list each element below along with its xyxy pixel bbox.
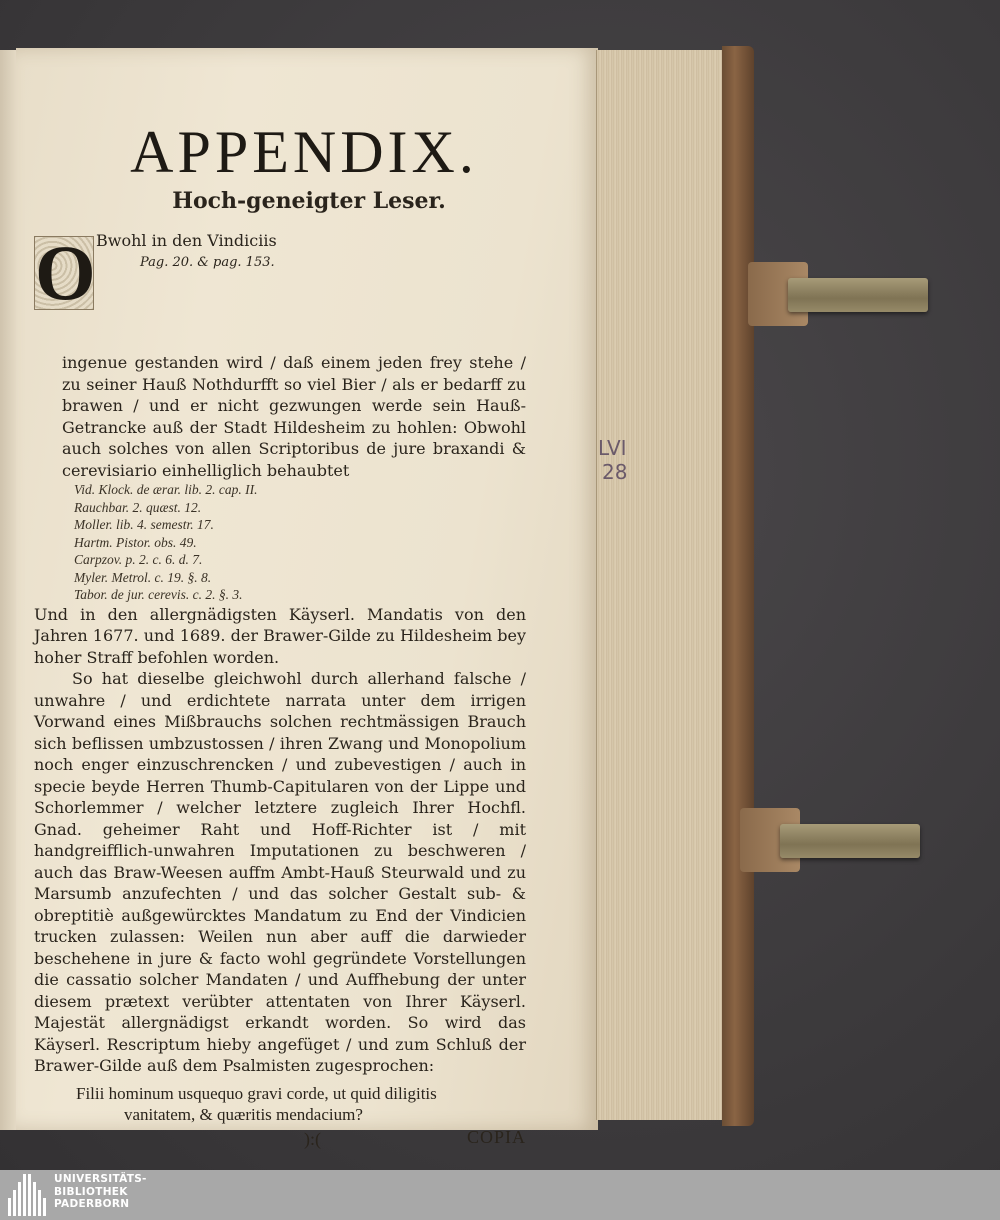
library-footer-bar xyxy=(0,1170,1000,1220)
page-subtitle: Hoch-geneigter Leser. xyxy=(172,188,446,214)
page-title: APPENDIX. xyxy=(130,119,478,185)
reference-item: Rauchbar. 2. quæst. 12. xyxy=(74,499,202,515)
paragraph-2: Und in den allergnädigsten Käyserl. Mandatis von den Jahren 1677. und 1689. der Brawer-Gilde zu Hildesheim bey hoher Straff befohlen worden. xyxy=(34,604,526,667)
lower-clasp xyxy=(740,808,920,872)
reference-item: Moller. lib. 4. semestr. 17. xyxy=(74,517,214,532)
book-cover-spine xyxy=(722,46,754,1126)
psalm-line-1: Filii hominum usquequo gravi corde, ut quid diligitis xyxy=(76,1083,437,1103)
reference-item: Myler. Metrol. c. 19. §. 8. xyxy=(74,569,212,585)
clasp-metal xyxy=(780,824,920,858)
reference-list xyxy=(74,481,526,604)
page-footer-line xyxy=(34,1125,526,1153)
reference-item: Vid. Klock. de ærar. lib. 2. cap. II. xyxy=(74,482,258,497)
upper-clasp xyxy=(748,262,928,326)
library-name xyxy=(54,1173,147,1211)
reference-item: Tabor. de jur. cerevis. c. 2. §. 3. xyxy=(74,587,243,602)
paragraph-3: So hat dieselbe gleichwohl durch allerhand falsche / unwahre / und erdichtete narrata unter dem irrigen Vorwand eines Mißbrauchs solchen rechtmässigen Brauch sich beflissen umbzustossen / ihren Zwang und Monopolium noch enger einzuschrencken / und zubevestigen / auch in specie beyde Herren Thumb-Capitularen von der Lippe und Schorlemmer / welcher letztere zugleich Ihrer Hochfl. Gnad. geheimer Raht und Hoff-Richter ist / mit handgreifflich-unwahren Imputationen zu beschweren / auch das Braw-Weesen auffm Ambt-Hauß Steurwald und zu Marsumb anzufechten / und das solcher Gestalt sub- & obreptitiè außgewürcktes Mandatum zu End der Vindicien trucken zulassen: Weilen nun aber auff die darwieder beschehene in jure & facto wohl gegründete Vorstellungen die cassatio solcher Mandaten / und Auffhebung der unter diesem prætext verübter attentaten von Ihrer Käyserl. Majestät allergnädigst erkandt worden. So wird das Käyserl. Rescriptum hieby angefüget / und zum Schluß der Brawer-Gilde auß dem Psalmisten zugesprochen: xyxy=(34,669,526,1075)
clasp-metal xyxy=(788,278,928,312)
library-name-line-1: UNIVERSITÄTS- xyxy=(54,1173,147,1185)
intro-reference: Pag. 20. & pag. 153. xyxy=(140,254,275,270)
reference-item: Carpzov. p. 2. c. 6. d. 7. xyxy=(74,552,203,567)
catchword: COPIA xyxy=(466,1126,526,1147)
library-logo-icon xyxy=(4,1172,50,1218)
shelfmark-line-1: LVI xyxy=(598,436,627,460)
page-block-edge xyxy=(596,50,725,1120)
psalm-quote xyxy=(76,1083,526,1125)
main-text xyxy=(34,352,526,1153)
reference-item: Hartm. Pistor. obs. 49. xyxy=(74,534,197,550)
page-text xyxy=(34,119,534,1149)
intro-text: Bwohl in den Vindiciis xyxy=(96,231,277,250)
intro-line xyxy=(96,230,526,273)
paragraph-1: ingenue gestanden wird / daß einem jeden frey stehe / zu seiner Hauß Nothdurfft so viel Bier / als er bedarff zu brawen / und er nicht gezwungen werde sein Hauß-Getrancke auß der Stadt Hildesheim zu hohlen: Obwohl auch solches von allen Scriptoribus de jure braxandi & cerevisiario einhelliglich behaubtet xyxy=(62,353,526,480)
psalm-line-2: vanitatem, & quæritis mendacium? xyxy=(124,1104,363,1124)
shelfmark-annotation xyxy=(598,436,658,484)
library-name-line-2: BIBLIOTHEK xyxy=(54,1185,128,1198)
decorated-initial: O xyxy=(35,229,96,316)
library-name-line-3: PADERBORN xyxy=(54,1198,130,1210)
shelfmark-line-2: 28 xyxy=(602,460,628,484)
signature-mark: ):( xyxy=(304,1128,321,1149)
